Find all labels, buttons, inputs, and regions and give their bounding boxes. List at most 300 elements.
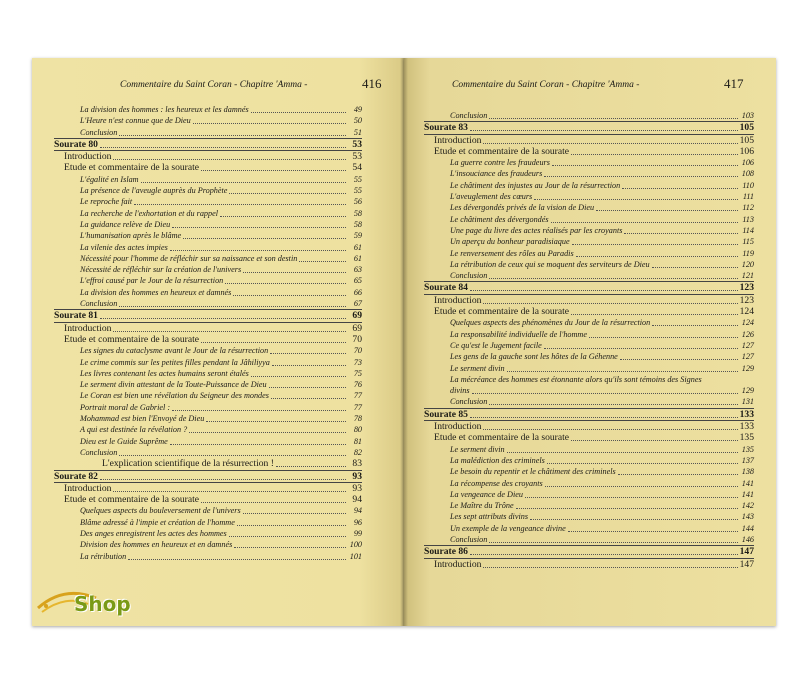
- toc-entry-page: 65: [353, 276, 362, 286]
- dot-leader: [547, 455, 738, 464]
- toc-entry: [424, 455, 754, 466]
- toc-entry-title: Mohammad est bien l'Envoyé de Dieu: [80, 414, 205, 424]
- sourate-heading: [54, 138, 362, 151]
- toc-entry: [424, 432, 754, 443]
- toc-entry: [424, 385, 754, 396]
- toc-entry-page: 133: [739, 408, 754, 420]
- toc-entry-page: 141: [741, 478, 754, 488]
- toc-entry-title: Le renversement des rôles au Paradis: [450, 248, 574, 258]
- toc-entry-page: 131: [741, 397, 754, 407]
- toc-entry-title: L'insouciance des fraudeurs: [450, 169, 543, 179]
- toc-entry-title: Sourate 80: [54, 138, 98, 150]
- toc-entry-title: La division des hommes : les heureux et les damnés: [80, 105, 249, 114]
- sourate-heading: [424, 281, 754, 294]
- toc-entry-title: Introduction: [64, 482, 112, 494]
- dot-leader: [489, 396, 738, 405]
- toc-entry-title: Les dévergondés privés de la vision de Dieu: [450, 203, 595, 213]
- open-book: [32, 58, 776, 626]
- toc-entry-title: Le serment divin attestant de la Toute-Puissance de Dieu: [80, 380, 267, 390]
- toc-entry-page: 96: [353, 517, 362, 527]
- dot-leader: [251, 104, 346, 113]
- toc-entry-title: L'effroi causé par le Jour de la résurrection: [80, 276, 224, 286]
- shop-logo-text: Shop: [74, 592, 131, 616]
- dot-leader: [170, 436, 346, 445]
- toc-entry-title: Etude et commentaire de la sourate: [434, 306, 570, 318]
- toc-entry-title: Introduction: [434, 294, 482, 306]
- toc-entry: [424, 351, 754, 362]
- toc-entry-title: Le serment divin: [450, 363, 505, 373]
- toc-entry: [424, 110, 754, 121]
- toc-entry: [424, 511, 754, 522]
- toc-entry-page: 124: [739, 306, 754, 318]
- toc-entry-page: 50: [353, 116, 362, 126]
- dot-leader: [516, 500, 738, 509]
- dot-leader: [530, 511, 738, 520]
- toc-entry-page: 111: [742, 192, 754, 202]
- dot-leader: [170, 242, 346, 251]
- toc-entry-title: Une page du livre des actes réalisés par les croyants: [450, 225, 623, 235]
- dot-leader: [489, 270, 738, 279]
- dot-leader: [470, 409, 738, 418]
- dot-leader: [119, 298, 346, 307]
- dot-leader: [470, 546, 738, 555]
- toc-entry-page: 129: [741, 363, 754, 373]
- toc-entry-title: L'égalité en Islam: [80, 174, 139, 184]
- toc-entry: [54, 242, 362, 253]
- toc-entry: [54, 390, 362, 401]
- toc-entry-title: Sourate 83: [424, 122, 468, 134]
- dot-leader: [100, 471, 346, 480]
- toc-entry: [424, 157, 754, 168]
- toc-entry: [424, 559, 754, 570]
- toc-entry: [54, 230, 362, 241]
- dot-leader: [525, 489, 738, 498]
- toc-entry-page: 80: [353, 425, 362, 435]
- toc-entry-title: Le besoin du repentir et le châtiment des criminels: [450, 467, 616, 477]
- toc-entry-page: 137: [741, 455, 754, 465]
- toc-entry-title: Introduction: [434, 421, 482, 433]
- toc-entry-page: 119: [742, 248, 754, 258]
- dot-leader: [576, 248, 738, 257]
- toc-entry: [54, 379, 362, 390]
- sourate-heading: [424, 408, 754, 421]
- toc-entry-title: Sourate 86: [424, 546, 468, 558]
- dot-leader: [489, 534, 738, 543]
- dot-leader: [233, 287, 346, 296]
- toc-entry-title: Introduction: [64, 322, 112, 334]
- toc-entry: [424, 534, 754, 545]
- toc-entry-page: 106: [739, 145, 754, 157]
- toc-entry-page: 55: [353, 186, 362, 196]
- dot-leader: [470, 122, 738, 131]
- toc-entry: [424, 146, 754, 157]
- dot-leader: [618, 466, 738, 475]
- toc-entry-page: 77: [353, 402, 362, 412]
- dot-leader: [134, 196, 346, 205]
- dot-leader: [251, 368, 346, 377]
- toc-entry: [54, 162, 362, 173]
- toc-entry-page: 124: [741, 318, 754, 328]
- dot-leader: [113, 483, 346, 492]
- toc-entry: [54, 368, 362, 379]
- dot-leader: [100, 139, 346, 148]
- toc-entry-page: 144: [741, 523, 754, 533]
- toc-entry: [54, 275, 362, 286]
- toc-entry: [54, 253, 362, 264]
- dot-leader: [113, 151, 346, 160]
- toc-entry-page: 53: [352, 138, 362, 150]
- toc-entry: [424, 478, 754, 489]
- dot-leader: [172, 219, 346, 228]
- toc-entry: [424, 225, 754, 236]
- toc-entry-title: divins: [450, 386, 470, 396]
- toc-entry: [424, 306, 754, 317]
- dot-leader: [183, 230, 346, 239]
- dot-leader: [589, 329, 738, 338]
- toc-entry: [424, 191, 754, 202]
- toc-entry-page: 142: [741, 501, 754, 511]
- toc-entry-title: L'explication scientifique de la résurrection !: [102, 458, 274, 470]
- toc-entry-page: 61: [353, 242, 362, 252]
- dot-leader: [243, 264, 346, 273]
- dot-leader: [571, 306, 738, 315]
- toc-entry-page: 129: [741, 386, 754, 396]
- toc-entry-title: Sourate 82: [54, 470, 98, 482]
- dot-leader: [534, 191, 738, 200]
- toc-entry-title: Les livres contenant les actes humains seront étalés: [80, 368, 249, 378]
- toc-entry-page: 112: [742, 203, 754, 213]
- toc-entry: [54, 436, 362, 447]
- toc-entry-page: 58: [353, 208, 362, 218]
- dot-leader: [545, 478, 738, 487]
- toc-entry-title: Un aperçu du bonheur paradisiaque: [450, 237, 570, 247]
- toc-entry: [424, 270, 754, 281]
- toc-entry-title: La mécréance des hommes est étonnante alors qu'ils sont témoins des Signes: [450, 374, 702, 384]
- dot-leader: [270, 345, 346, 354]
- toc-entry: [54, 413, 362, 424]
- left-page-header: Commentaire du Saint Coran - Chapitre 'Amma -: [120, 80, 308, 90]
- toc-entry-title: Conclusion: [80, 447, 118, 457]
- toc-entry: [424, 421, 754, 432]
- toc-entry-page: 77: [353, 391, 362, 401]
- dot-leader: [201, 162, 346, 171]
- dot-leader: [269, 379, 346, 388]
- dot-leader: [568, 523, 738, 532]
- toc-entry: [54, 185, 362, 196]
- dot-leader: [624, 225, 738, 234]
- toc-entry-title: La rétribution de ceux qui se moquent des serviteurs de Dieu: [450, 259, 650, 269]
- toc-entry: [54, 345, 362, 356]
- toc-entry: [424, 259, 754, 270]
- dot-leader: [472, 385, 738, 394]
- dot-leader: [571, 146, 738, 155]
- toc-entry: [424, 489, 754, 500]
- toc-entry-page: 58: [353, 219, 362, 229]
- toc-entry-title: Introduction: [64, 151, 112, 163]
- toc-entry: [424, 202, 754, 213]
- toc-entry-title: Conclusion: [450, 397, 488, 407]
- dot-leader: [189, 424, 346, 433]
- toc-entry-page: 66: [353, 287, 362, 297]
- dot-leader: [571, 432, 738, 441]
- dot-leader: [483, 421, 738, 430]
- toc-entry: [424, 396, 754, 407]
- dot-leader: [172, 402, 346, 411]
- toc-entry-title: La responsabilité individuelle de l'homme: [450, 329, 587, 339]
- toc-entry: [54, 528, 362, 539]
- toc-entry-page: 146: [741, 534, 754, 544]
- toc-entry-page: 78: [353, 414, 362, 424]
- dot-leader: [483, 559, 738, 568]
- toc-entry-page: 101: [349, 551, 362, 561]
- toc-entry: [424, 466, 754, 477]
- toc-entry-title: La division des hommes en heureux et damnés: [80, 287, 232, 297]
- toc-entry: [54, 208, 362, 219]
- toc-entry-page: 67: [353, 299, 362, 309]
- toc-entry-page: 127: [741, 340, 754, 350]
- toc-entry-title: Quelques aspects des phénomènes du Jour de la résurrection: [450, 318, 651, 328]
- sourate-heading: [424, 121, 754, 134]
- toc-entry-title: Des anges enregistrent les actes des hommes: [80, 528, 227, 538]
- toc-entry: [424, 523, 754, 534]
- toc-entry: [54, 447, 362, 458]
- toc-entry-page: 105: [739, 122, 754, 134]
- toc-entry: [54, 539, 362, 550]
- toc-entry-page: 83: [352, 458, 362, 470]
- toc-entry-page: 70: [353, 346, 362, 356]
- toc-entry-title: Le serment divin: [450, 444, 505, 454]
- toc-entry-title: A qui est destinée la révélation ?: [80, 425, 188, 435]
- toc-entry-title: L'Heure n'est connue que de Dieu: [80, 116, 191, 126]
- toc-entry: [54, 551, 362, 562]
- toc-entry-title: Etude et commentaire de la sourate: [64, 162, 200, 174]
- sourate-heading: [54, 470, 362, 483]
- dot-leader: [620, 351, 738, 360]
- toc-entry-title: Le Coran est bien une révélation du Seigneur des mondes: [80, 391, 269, 401]
- toc-entry-page: 94: [352, 494, 362, 506]
- toc-entry-title: La guerre contre les fraudeurs: [450, 158, 550, 168]
- toc-entry: [424, 500, 754, 511]
- dot-leader: [551, 214, 738, 223]
- toc-entry-title: Sourate 85: [424, 408, 468, 420]
- toc-entry-title: Introduction: [434, 134, 482, 146]
- toc-entry-page: 141: [741, 489, 754, 499]
- toc-entry: [424, 248, 754, 259]
- toc-entry: [54, 357, 362, 368]
- toc-entry-page: 133: [739, 421, 754, 433]
- dot-leader: [272, 357, 346, 366]
- toc-entry-title: Le châtiment des injustes au Jour de la résurrection: [450, 180, 621, 190]
- toc-entry-title: Nécessité de réfléchir sur la création de l'univers: [80, 265, 242, 275]
- toc-entry: [54, 174, 362, 185]
- dot-leader: [276, 458, 346, 467]
- dot-leader: [220, 208, 346, 217]
- toc-entry: [424, 317, 754, 328]
- toc-entry-title: Le Maître du Trône: [450, 501, 514, 511]
- dot-leader: [229, 185, 346, 194]
- toc-entry-page: 99: [353, 528, 362, 538]
- toc-entry: [54, 424, 362, 435]
- toc-entry: [424, 214, 754, 225]
- toc-entry-title: Etude et commentaire de la sourate: [434, 432, 570, 444]
- toc-entry-title: Conclusion: [450, 534, 488, 544]
- toc-entry: [54, 115, 362, 126]
- toc-entry: [54, 517, 362, 528]
- toc-entry: [54, 127, 362, 138]
- toc-entry: [54, 323, 362, 334]
- toc-entry-title: Portrait moral de Gabriel :: [80, 402, 171, 412]
- toc-entry-page: 110: [742, 180, 754, 190]
- right-page: [404, 58, 776, 626]
- toc-entry-title: Conclusion: [80, 127, 118, 137]
- dot-leader: [100, 310, 346, 319]
- sourate-heading: [54, 309, 362, 322]
- toc-entry-page: 93: [352, 470, 362, 482]
- toc-entry-title: La récompense des croyants: [450, 478, 543, 488]
- dot-leader: [237, 517, 346, 526]
- left-page: [32, 58, 404, 626]
- toc-entry-title: Introduction: [434, 558, 482, 570]
- toc-entry: [424, 444, 754, 455]
- toc-entry-title: La vilenie des actes impies: [80, 242, 168, 252]
- toc-entry-page: 70: [352, 333, 362, 345]
- toc-entry-page: 126: [741, 329, 754, 339]
- toc-entry: [424, 340, 754, 351]
- toc-entry: [424, 180, 754, 191]
- toc-entry: [424, 168, 754, 179]
- dot-leader: [201, 334, 346, 343]
- toc-entry-page: 127: [741, 352, 754, 362]
- toc-entry: [424, 374, 754, 385]
- dot-leader: [544, 340, 738, 349]
- toc-entry-title: Sourate 81: [54, 310, 98, 322]
- dot-leader: [507, 444, 738, 453]
- dot-leader: [572, 236, 738, 245]
- toc-entry-title: Quelques aspects du bouleversement de l'univers: [80, 506, 241, 516]
- dot-leader: [119, 447, 346, 456]
- toc-entry: [54, 219, 362, 230]
- toc-entry-title: Le châtiment des dévergondés: [450, 214, 549, 224]
- toc-entry-page: 63: [353, 265, 362, 275]
- toc-entry-title: Conclusion: [450, 271, 488, 281]
- dot-leader: [596, 202, 738, 211]
- toc-entry-title: La vengeance de Dieu: [450, 489, 523, 499]
- toc-entry-page: 147: [739, 546, 754, 558]
- toc-entry-page: 135: [741, 444, 754, 454]
- left-page-number: 416: [362, 76, 382, 91]
- toc-entry-page: 94: [353, 506, 362, 516]
- toc-entry-title: Nécessité pour l'homme de réfléchir sur sa naissance et son destin: [80, 253, 298, 263]
- toc-entry-page: 69: [352, 310, 362, 322]
- dot-leader: [622, 180, 738, 189]
- toc-entry-page: 105: [739, 134, 754, 146]
- dot-leader: [193, 115, 346, 124]
- toc-entry: [54, 264, 362, 275]
- toc-entry: [54, 298, 362, 309]
- toc-entry-page: 54: [352, 162, 362, 174]
- dot-leader: [552, 157, 738, 166]
- toc-entry: [54, 287, 362, 298]
- toc-entry-title: Etude et commentaire de la sourate: [64, 494, 200, 506]
- toc-entry: [424, 363, 754, 374]
- right-page-number: 417: [724, 76, 744, 91]
- toc-entry: [54, 402, 362, 413]
- dot-leader: [271, 390, 346, 399]
- toc-entry-title: Le crime commis sur les petites filles pendant la Jâhiliyya: [80, 357, 270, 367]
- toc-entry-page: 61: [353, 253, 362, 263]
- toc-entry-title: Les gens de la gauche sont les hôtes de la Géhenne: [450, 352, 618, 362]
- toc-entry: [54, 151, 362, 162]
- dot-leader: [234, 539, 346, 548]
- dot-leader: [201, 494, 346, 503]
- toc-entry-title: Conclusion: [450, 111, 488, 120]
- toc-entry-title: Conclusion: [80, 299, 118, 309]
- toc-entry-title: L'humanisation après le blâme: [80, 231, 182, 241]
- dot-leader: [229, 528, 346, 537]
- toc-entry-page: 108: [741, 169, 754, 179]
- toc-entry-page: 76: [353, 380, 362, 390]
- toc-entry-title: La rétribution: [80, 551, 127, 561]
- toc-entry-title: Dieu est le Guide Suprême: [80, 436, 168, 446]
- toc-entry: [54, 494, 362, 505]
- dot-leader: [483, 295, 738, 304]
- dot-leader: [489, 110, 738, 119]
- toc-entry-page: 69: [352, 322, 362, 334]
- toc-entry-page: 93: [352, 482, 362, 494]
- dot-leader: [483, 135, 738, 144]
- toc-entry-title: Etude et commentaire de la sourate: [434, 145, 570, 157]
- toc-entry-page: 49: [353, 105, 362, 114]
- toc-entry: [54, 334, 362, 345]
- toc-entry-title: Le reproche fait: [80, 197, 133, 207]
- dot-leader: [206, 413, 346, 422]
- toc-entry-title: La guidance relève de Dieu: [80, 219, 171, 229]
- toc-entry: [54, 458, 362, 469]
- toc-entry-page: 138: [741, 467, 754, 477]
- dot-leader: [652, 259, 738, 268]
- toc-entry: [54, 104, 362, 115]
- toc-entry-title: Division des hommes en heureux et en damnés: [80, 540, 233, 550]
- toc-entry-title: Un exemple de la vengeance divine: [450, 523, 566, 533]
- toc-entry-page: 120: [741, 259, 754, 269]
- toc-entry-page: 113: [742, 214, 754, 224]
- toc-entry-page: 81: [353, 436, 362, 446]
- toc-entry-page: 51: [353, 127, 362, 137]
- book-gutter: [400, 58, 408, 626]
- toc-entry-page: 143: [741, 512, 754, 522]
- toc-entry-title: Blâme adressé à l'impie et création de l'homme: [80, 517, 235, 527]
- dot-leader: [470, 282, 738, 291]
- toc-entry-page: 123: [739, 282, 754, 294]
- toc-entry: [54, 505, 362, 516]
- toc-entry-title: Sourate 84: [424, 282, 468, 294]
- toc-entry-page: 114: [742, 225, 754, 235]
- dot-leader: [652, 317, 738, 326]
- dot-leader: [299, 253, 346, 262]
- toc-entry-page: 75: [353, 368, 362, 378]
- toc-entry-page: 121: [741, 271, 754, 281]
- toc-entry-page: 115: [742, 237, 754, 247]
- toc-entry-page: 103: [741, 111, 754, 120]
- toc-entry-page: 135: [739, 432, 754, 444]
- toc-entry-page: 56: [353, 197, 362, 207]
- toc-entry-page: 147: [739, 558, 754, 570]
- toc-entry-title: La malédiction des criminels: [450, 455, 545, 465]
- toc-entry-page: 82: [353, 447, 362, 457]
- toc-entry-title: La recherche de l'exhortation et du rappel: [80, 208, 219, 218]
- toc-entry-page: 100: [349, 540, 362, 550]
- toc-entry-title: La présence de l'aveugle auprès du Prophète: [80, 186, 228, 196]
